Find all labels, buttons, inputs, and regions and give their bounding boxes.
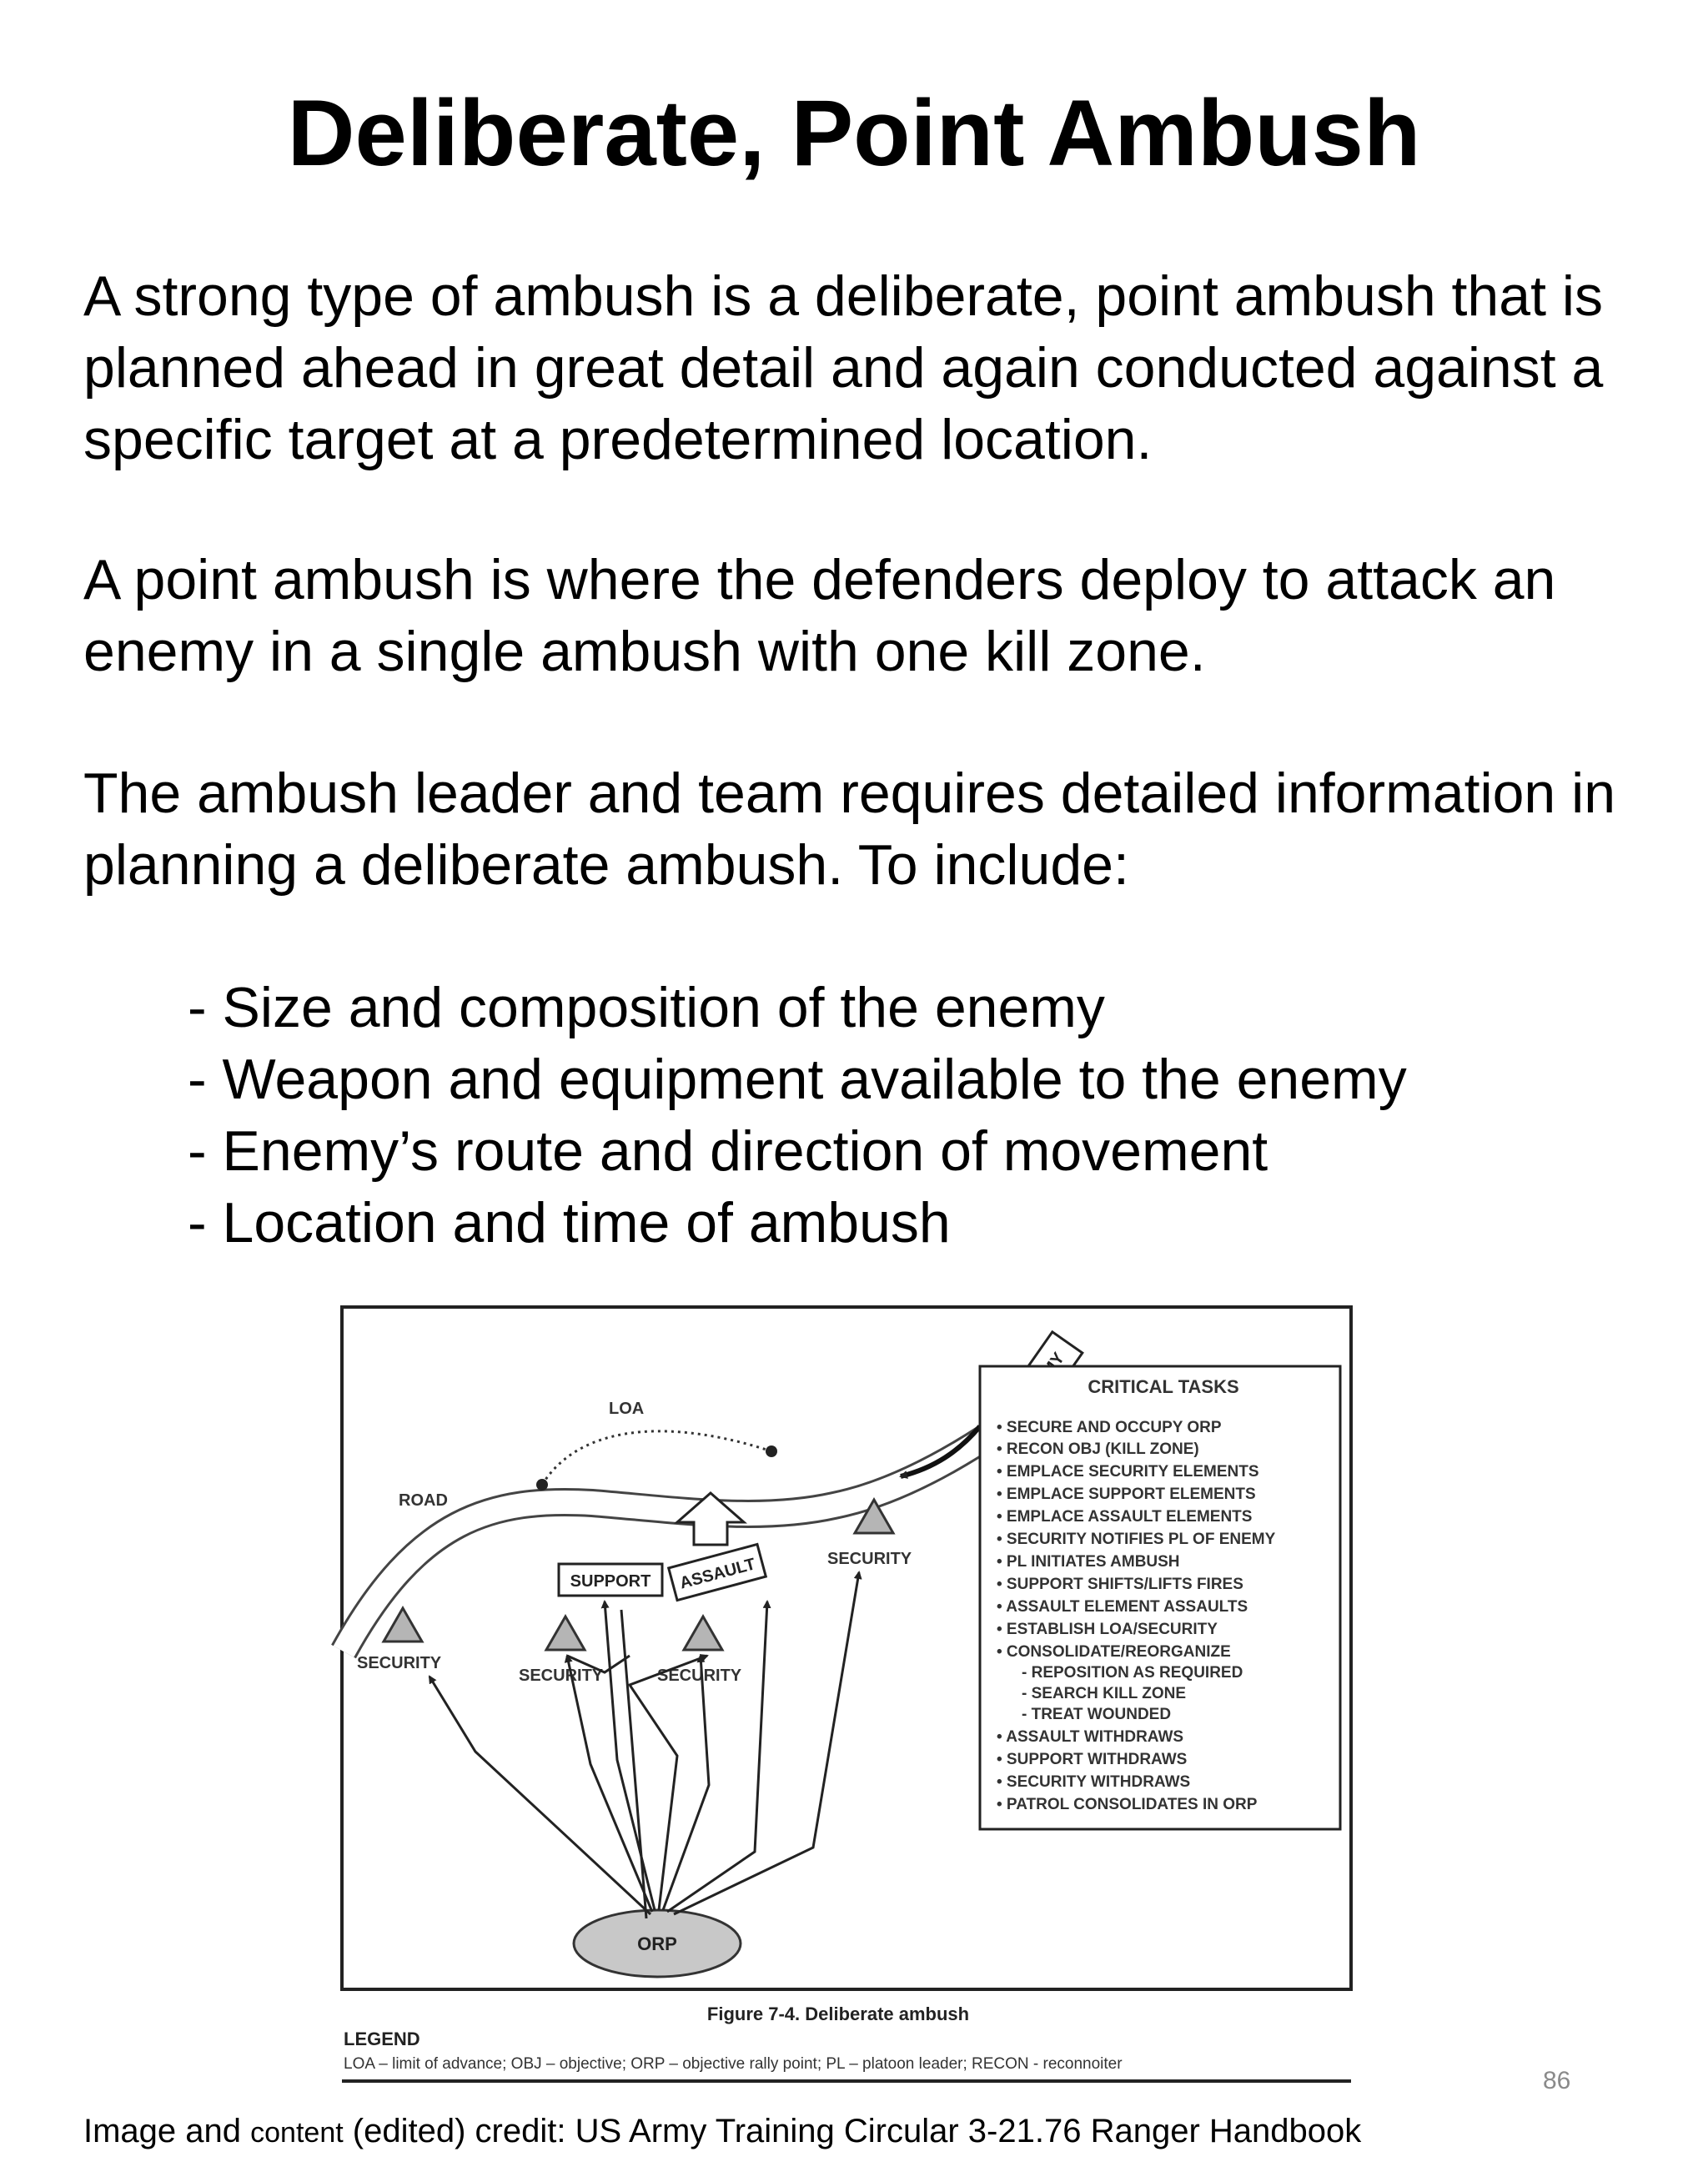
assault-label: ASSAULT bbox=[677, 1555, 758, 1593]
critical-task: • PL INITIATES AMBUSH bbox=[997, 1553, 1180, 1571]
loa-label: LOA bbox=[609, 1400, 645, 1418]
critical-task: • SECURITY WITHDRAWS bbox=[997, 1773, 1191, 1791]
critical-task: • SECURE AND OCCUPY ORP bbox=[997, 1419, 1222, 1436]
list-item: - Weapon and equipment available to the enemy bbox=[188, 1048, 1407, 1111]
security-right-label: SECURITY bbox=[827, 1550, 912, 1568]
legend-text: LOA – limit of advance; OBJ – objective; ORP – objective rally point; PL – platoon leader; RECON - reconnoiter bbox=[344, 2055, 1123, 2073]
critical-task: • ASSAULT WITHDRAWS bbox=[997, 1728, 1184, 1746]
list-item: - Location and time of ambush bbox=[188, 1191, 951, 1254]
security-left-label: SECURITY bbox=[357, 1654, 442, 1672]
critical-task: • SUPPORT SHIFTS/LIFTS FIRES bbox=[997, 1576, 1243, 1593]
list-item: - Size and composition of the enemy bbox=[188, 976, 1105, 1039]
list-item: - Enemy’s route and direction of movement bbox=[188, 1119, 1268, 1183]
point-ambush-paragraph: A point ambush is where the defenders deploy to attack an enemy in a single ambush with one kill zone. bbox=[83, 548, 1556, 683]
support-label: SUPPORT bbox=[570, 1572, 651, 1591]
page-title: Deliberate, Point Ambush bbox=[287, 81, 1421, 185]
critical-task: • EMPLACE SECURITY ELEMENTS bbox=[997, 1463, 1259, 1481]
road-label: ROAD bbox=[399, 1491, 448, 1510]
security-mid-left-label: SECURITY bbox=[519, 1667, 604, 1685]
critical-task-sub: - SEARCH KILL ZONE bbox=[1022, 1685, 1187, 1702]
intro-paragraph: A strong type of ambush is a deliberate, point ambush that is planned ahead in great detail and again conducted against a specific target at a predetermined location. bbox=[83, 264, 1604, 471]
critical-task-sub: - REPOSITION AS REQUIRED bbox=[1022, 1664, 1243, 1682]
critical-task: • SUPPORT WITHDRAWS bbox=[997, 1751, 1188, 1768]
image-credit: Image and content (edited) credit: US Army Training Circular 3-21.76 Ranger Handbook bbox=[83, 2113, 1362, 2149]
critical-task: • RECON OBJ (KILL ZONE) bbox=[997, 1440, 1199, 1458]
critical-task: • PATROL CONSOLIDATES IN ORP bbox=[997, 1796, 1258, 1813]
critical-task-sub: - TREAT WOUNDED bbox=[1022, 1706, 1172, 1723]
critical-tasks-title: CRITICAL TASKS bbox=[1088, 1376, 1239, 1397]
planning-paragraph: The ambush leader and team requires detailed information in planning a deliberate ambush. To include: bbox=[83, 762, 1616, 897]
critical-task: • ASSAULT ELEMENT ASSAULTS bbox=[997, 1598, 1248, 1616]
critical-task: • SECURITY NOTIFIES PL OF ENEMY bbox=[997, 1531, 1276, 1548]
legend-title: LEGEND bbox=[344, 2029, 420, 2049]
page-number: 86 bbox=[1543, 2067, 1571, 2094]
critical-task: • EMPLACE ASSAULT ELEMENTS bbox=[997, 1508, 1253, 1526]
orp-label: ORP bbox=[637, 1933, 677, 1954]
planning-info-list bbox=[188, 972, 1407, 1259]
security-mid-right-label: SECURITY bbox=[657, 1667, 742, 1685]
deliberate-ambush-diagram bbox=[317, 1285, 1401, 2110]
critical-task: • ESTABLISH LOA/SECURITY bbox=[997, 1621, 1218, 1638]
critical-task: • CONSOLIDATE/REORGANIZE bbox=[997, 1643, 1231, 1661]
figure-caption: Figure 7-4. Deliberate ambush bbox=[706, 2004, 970, 2024]
critical-task: • EMPLACE SUPPORT ELEMENTS bbox=[997, 1486, 1256, 1503]
